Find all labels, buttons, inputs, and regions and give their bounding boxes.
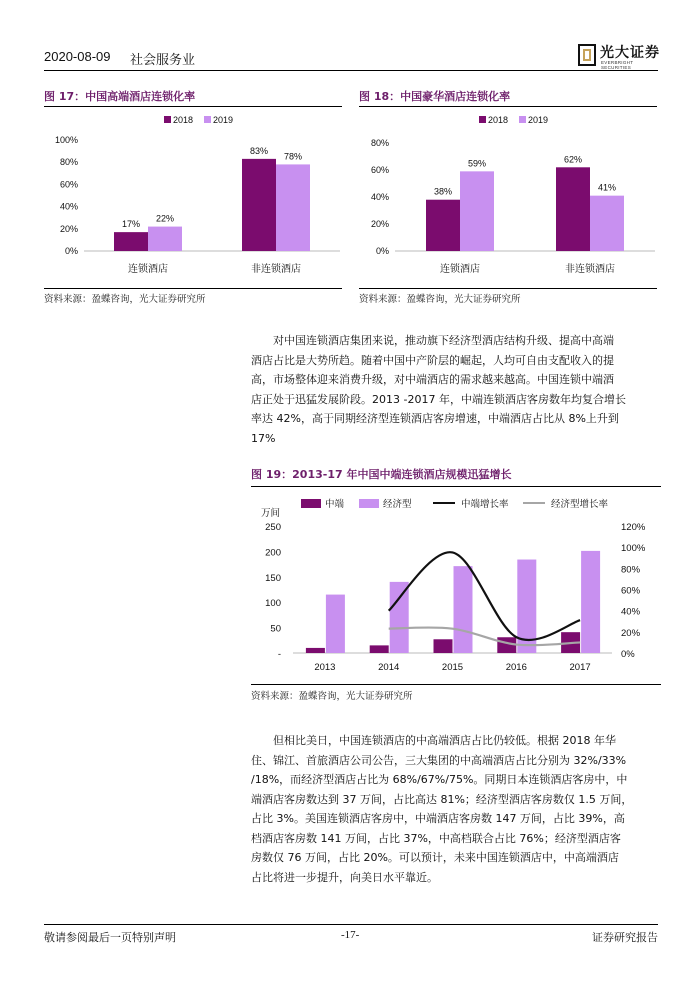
legend-label: 2018 (173, 115, 194, 125)
y-tick-label: 0% (64, 246, 78, 256)
y-left-tick-label: 250 (265, 522, 281, 533)
bar-2018-0 (426, 200, 460, 251)
bar-mid-2014 (370, 645, 389, 653)
fig19-bottom-rule (251, 684, 661, 685)
x-tick-label: 连锁酒店 (128, 264, 168, 275)
paragraph-1-line: 17% (251, 431, 276, 445)
y-left-tick-label: 100 (265, 598, 281, 610)
paragraph-2-line: 占比 3%。美国连锁酒店客房中，中端酒店客房数 147 万间，占比 39%，高 (251, 812, 625, 825)
bar-2019-1 (276, 164, 310, 251)
fig17-chart (44, 110, 344, 286)
x-tick-label: 2013 (314, 662, 336, 673)
fig19-title: 图 19：2013-17 年中国中端连锁酒店规模迅猛增长 (251, 468, 512, 481)
paragraph-2-line: 住、锦江、首旅酒店公司公告，三大集团的中高端酒店占比分别为 32%/33% (251, 753, 627, 767)
data-label: 59% (467, 158, 487, 169)
data-label: 17% (121, 219, 141, 230)
x-tick-label: 2015 (441, 662, 464, 673)
x-tick-label: 非连锁酒店 (565, 264, 615, 275)
paragraph-1-line: 酒店占比是大势所趋。随着中国中产阶层的崛起，人均可自由支配收入的提 (251, 353, 614, 367)
header-date: 2020-08-09 (44, 49, 111, 64)
x-tick-label: 2014 (378, 662, 400, 673)
fig19-title-rule (251, 486, 661, 487)
bar-2018-1 (242, 159, 276, 251)
fig18-source: 资料来源：盈蝶咨询，光大证券研究所 (359, 294, 521, 305)
legend-label: 2019 (213, 115, 234, 125)
footer-page-number: -17- (341, 929, 360, 941)
logo-mark-icon (578, 44, 596, 66)
y-tick-label: 0% (375, 246, 389, 256)
fig18-title-rule (359, 106, 657, 107)
legend-swatch (359, 499, 379, 508)
legend-swatch (204, 116, 211, 123)
paragraph-1-line: 对中国连锁酒店集团来说，推动旗下经济型酒店结构升级、提高中高端 (273, 334, 614, 347)
footer-report-type: 证券研究报告 (592, 931, 658, 944)
legend-label: 中端增长率 (461, 499, 509, 510)
x-tick-label: 2016 (505, 662, 527, 673)
paragraph-2-line: /18%，而经济型酒店占比为 68%/67%/75%。同期日本连锁酒店客房中，中 (251, 773, 628, 786)
fig19-chart (251, 490, 661, 682)
y-tick-label: 60% (59, 179, 78, 190)
bar-2019-0 (148, 227, 182, 251)
y-right-tick-label: 100% (621, 543, 646, 555)
legend-swatch (479, 116, 486, 123)
fig19-source: 资料来源：盈蝶咨询，光大证券研究所 (251, 691, 413, 702)
paragraph-1-line: 率达 42%，高于同期经济型连锁酒店客房增速，中端酒店占比从 8%上升到 (251, 412, 619, 425)
paragraph-1 (251, 331, 661, 448)
bar-2018-1 (556, 167, 590, 251)
line-econ-growth (389, 627, 580, 645)
y-right-tick-label: 20% (621, 627, 641, 639)
y-tick-label: 40% (370, 192, 389, 202)
fig17-bottom-rule (44, 288, 342, 289)
paragraph-2-line: 房数仅 76 万间，占比 20%。可以预计，未来中国连锁酒店中，中高端酒店 (251, 851, 619, 864)
fig17-source: 资料来源：盈蝶咨询，光大证券研究所 (44, 294, 206, 305)
y-axis-unit: 万间 (261, 508, 281, 519)
bar-mid-2015 (434, 639, 453, 653)
y-right-tick-label: 80% (621, 564, 641, 576)
data-label: 78% (283, 151, 303, 162)
y-tick-label: 100% (54, 135, 78, 145)
logo-text: 光大证券 (600, 45, 660, 61)
legend-swatch (519, 116, 526, 123)
legend-label: 2018 (488, 115, 509, 125)
paragraph-1-line: 高，市场整体迎来消费升级，对中端酒店的需求越来越高。中国连锁中端酒 (251, 373, 614, 386)
y-tick-label: 20% (370, 219, 389, 229)
legend-label: 2019 (528, 115, 549, 125)
bar-2019-0 (460, 171, 494, 251)
legend-label: 经济型 (383, 499, 412, 510)
y-right-tick-label: 0% (621, 649, 635, 660)
header-sector: 社会服务业 (130, 53, 196, 68)
bar-econ-2017 (581, 551, 600, 653)
paragraph-2-line: 档酒店客房数 141 万间，占比 37%，中高档联合占比 76%；经济型酒店客 (251, 831, 621, 845)
company-logo (578, 42, 662, 68)
y-left-tick-label: 50 (270, 623, 281, 635)
legend-swatch (164, 116, 171, 123)
bar-2019-1 (590, 196, 624, 251)
legend-label: 经济型增长率 (551, 499, 609, 510)
data-label: 83% (249, 145, 269, 156)
y-left-tick-label: 200 (265, 547, 281, 559)
y-left-tick-label: - (277, 649, 281, 660)
footer-divider (44, 924, 658, 925)
y-tick-label: 80% (59, 157, 78, 168)
bar-econ-2013 (326, 595, 345, 653)
y-tick-label: 60% (370, 165, 389, 175)
fig17-title: 图 17：中国高端酒店连锁化率 (44, 90, 196, 103)
y-right-tick-label: 40% (621, 606, 641, 618)
x-tick-label: 连锁酒店 (440, 264, 480, 275)
y-right-tick-label: 60% (621, 585, 641, 597)
bar-mid-2013 (306, 648, 325, 653)
bar-econ-2015 (454, 566, 473, 653)
paragraph-2-line: 端酒店客房数达到 37 万间，占比高达 81%；经济型酒店客房数仅 1.5 万间， (251, 792, 633, 806)
y-tick-label: 20% (59, 223, 78, 234)
data-label: 22% (155, 213, 175, 224)
fig18-chart (359, 110, 659, 286)
data-label: 41% (597, 182, 617, 193)
x-tick-label: 非连锁酒店 (251, 264, 301, 275)
data-label: 38% (433, 186, 453, 197)
logo-subtext: EVERBRIGHT SECURITIES (601, 60, 634, 70)
fig18-bottom-rule (359, 288, 657, 289)
y-tick-label: 80% (370, 138, 389, 148)
y-right-tick-label: 120% (621, 522, 646, 533)
y-tick-label: 40% (59, 201, 78, 212)
fig18-title: 图 18：中国豪华酒店连锁化率 (359, 90, 511, 103)
data-label: 62% (563, 154, 583, 165)
x-tick-label: 2017 (569, 662, 591, 673)
paragraph-2-line: 占比将进一步提升，向美日水平靠近。 (251, 870, 438, 884)
header-divider (44, 70, 658, 71)
paragraph-2-line: 但相比美日，中国连锁酒店的中高端酒店占比仍较低。根据 2018 年华 (273, 734, 616, 747)
legend-swatch (301, 499, 321, 508)
bar-econ-2014 (390, 582, 409, 653)
legend-label: 中端 (325, 499, 345, 510)
paragraph-1-line: 店正处于迅猛发展阶段。2013 -2017 年，中端连锁酒店客房数年均复合增长 (251, 392, 626, 406)
bar-2018-0 (114, 232, 148, 251)
fig17-title-rule (44, 106, 342, 107)
paragraph-2 (251, 731, 661, 887)
footer-disclaimer: 敬请参阅最后一页特别声明 (44, 931, 176, 944)
y-left-tick-label: 150 (265, 572, 281, 584)
